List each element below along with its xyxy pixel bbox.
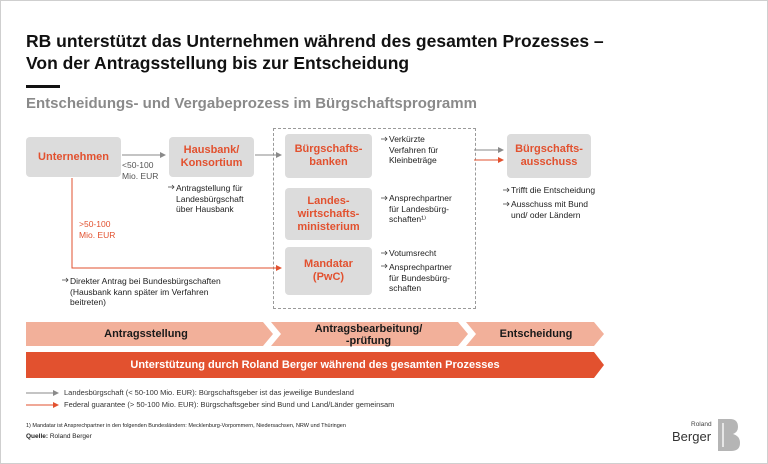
note-hausbank-desc: Antragstellung für Landesbürgschaft über Hausbank bbox=[176, 183, 244, 214]
note-bb-1: Verkürzte Verfahren für Kleinbeträge bbox=[389, 134, 439, 165]
box-buergschaftsausschuss: Bürgschafts- ausschuss bbox=[507, 134, 591, 178]
support-banner-text: Unterstützung durch Roland Berger während des gesamten Prozesses bbox=[130, 359, 500, 371]
phase-label-entscheidung: Entscheidung bbox=[499, 328, 573, 340]
logo-b-mark bbox=[716, 418, 742, 452]
note-gt50: >50-100 Mio. EUR bbox=[79, 219, 116, 240]
phase-label-antragsbearbeitung: Antragsbearbeitung/ -prüfung bbox=[314, 323, 423, 347]
note-ba-2: Ausschuss mit Bund und/ oder Ländern bbox=[511, 199, 589, 220]
legend-grey-text: Landesbürgschaft (< 50-100 Mio. EUR): Bürgschaftsgeber ist das jeweilige Bundesland bbox=[64, 388, 354, 397]
footnote: 1) Mandatar ist Ansprechpartner in den folgenden Bundesländern: Mecklenburg-Vorpommern, Niedersachsen, NRW und Thüringen bbox=[26, 423, 346, 429]
box-mandatar: Mandatar (PwC) bbox=[285, 247, 372, 295]
note-ba-1: Trifft die Entscheidung bbox=[511, 185, 596, 195]
title-line-1: RB unterstützt das Unternehmen während des gesamten Prozesses – bbox=[26, 31, 604, 51]
box-buergschaftsbanken: Bürgschafts- banken bbox=[285, 134, 372, 178]
title-line-2: Von der Antragsstellung bis zur Entscheidung bbox=[26, 53, 410, 73]
subtitle: Entscheidungs- und Vergabeprozess im Bürgschaftsprogramm bbox=[26, 95, 477, 112]
logo-text-small: Roland bbox=[691, 421, 712, 428]
box-landeswirtschaftsministerium: Landes- wirtschafts- ministerium bbox=[285, 188, 372, 240]
note-lt50: <50-100 Mio. EUR bbox=[122, 160, 159, 181]
source-line bbox=[26, 433, 92, 440]
source-label: Quelle: bbox=[26, 433, 49, 440]
box-hausbank: Hausbank/ Konsortium bbox=[169, 137, 254, 177]
legend-red-text: Federal guarantee (> 50-100 Mio. EUR): Bürgschaftsgeber sind Bund und Land/Länder gemeinsam bbox=[64, 400, 395, 409]
logo-text-big: Berger bbox=[672, 429, 712, 444]
source-value: Roland Berger bbox=[49, 433, 92, 440]
note-m-1: Votumsrecht bbox=[389, 248, 437, 258]
note-direkt-antrag: Direkter Antrag bei Bundesbürgschaften (Hausbank kann später im Verfahren beitreten) bbox=[70, 276, 221, 307]
roland-berger-logo bbox=[672, 418, 742, 454]
phase-label-antragsstellung: Antragsstellung bbox=[104, 328, 188, 340]
box-unternehmen: Unternehmen bbox=[26, 137, 121, 177]
note-lwm-1: Ansprechpartner für Landesbürg- schaften¹⁾ bbox=[389, 193, 452, 224]
note-m-2: Ansprechpartner für Bundesbürg- schaften bbox=[389, 262, 452, 293]
